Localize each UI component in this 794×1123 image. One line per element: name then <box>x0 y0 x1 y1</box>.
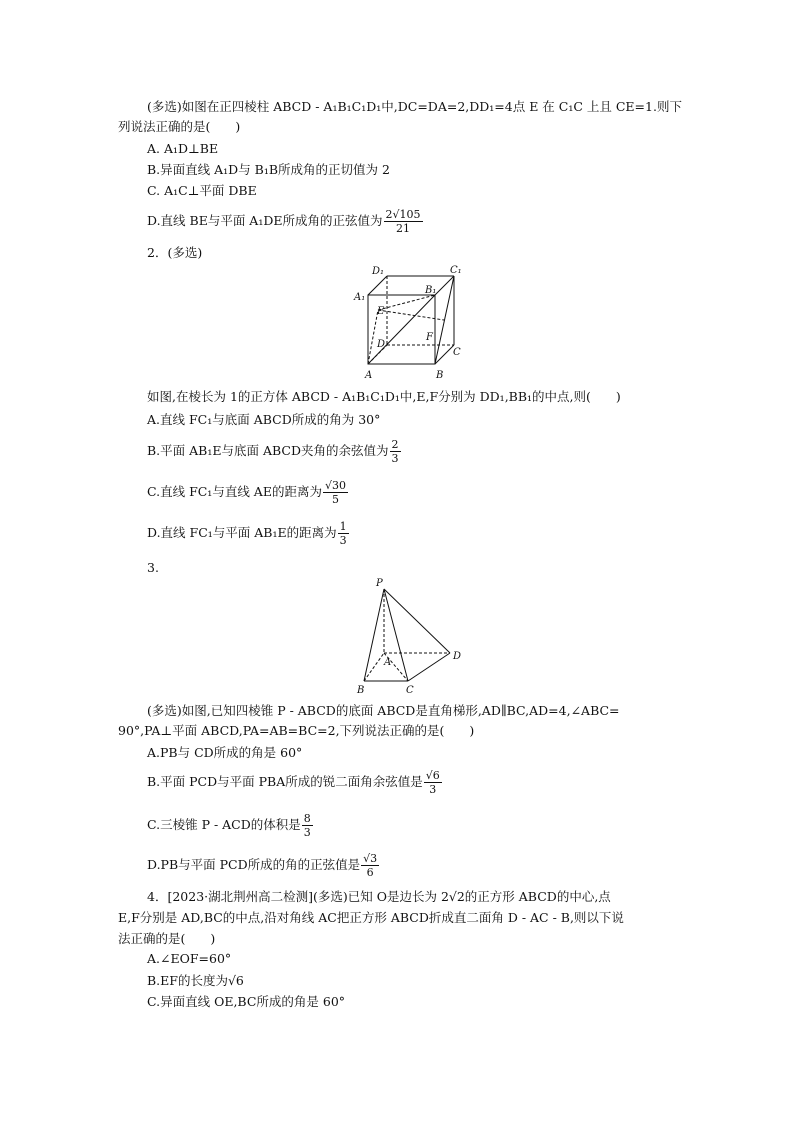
q3-option-c-fraction <box>302 812 313 839</box>
q3-label-a: A <box>384 657 392 668</box>
q2-option-d-fraction <box>338 520 349 547</box>
q2-label-a: A <box>365 370 373 381</box>
q2-label-e: E <box>377 306 385 317</box>
q2-option-c-fraction <box>323 479 348 506</box>
q2-label-d1: D₁ <box>372 266 385 277</box>
q3-c-denominator: 3 <box>303 826 311 839</box>
q1-option-d-fraction <box>384 208 423 235</box>
q1-option-a: A. A₁D⊥BE <box>147 141 219 156</box>
q3-label-d: D <box>453 651 462 662</box>
q2-option-c <box>147 479 348 506</box>
q2-option-b-fraction <box>390 438 401 465</box>
q2-label-c: C <box>453 347 461 358</box>
q3-stem-line2: 90°,PA⊥平面 ABCD,PA=AB=BC=2,下列说法正确的是( ) <box>118 723 475 738</box>
q3-option-a: A.PB与 CD所成的角是 60° <box>147 745 303 760</box>
q3-option-c-text: C.三棱锥 P - ACD的体积是 <box>147 817 301 832</box>
q3-pyramid-figure <box>350 575 470 697</box>
q1-option-d-text: D.直线 BE与平面 A₁DE所成角的正弦值为 <box>147 213 383 228</box>
q2-option-b <box>147 438 401 465</box>
q3-option-d-fraction <box>361 852 379 879</box>
q4-option-b: B.EF的长度为√6 <box>147 973 244 988</box>
q4-option-c: C.异面直线 OE,BC所成的角是 60° <box>147 994 346 1009</box>
q2-d-numerator: 1 <box>339 520 347 533</box>
q3-header: 3. <box>147 560 159 575</box>
q2-option-d-text: D.直线 FC₁与平面 AB₁E的距离为 <box>147 525 337 540</box>
q2-b-denominator: 3 <box>391 452 399 465</box>
q3-option-d-text: D.PB与平面 PCD所成的角的正弦值是 <box>147 857 361 872</box>
q3-label-p: P <box>376 578 383 589</box>
q3-stem-line1: (多选)如图,已知四棱锥 P - ABCD的底面 ABCD是直角梯形,AD∥BC,AD=4,∠ABC= <box>147 703 620 718</box>
q2-d-denominator: 3 <box>339 534 347 547</box>
q3-d-numerator: √3 <box>363 852 378 865</box>
q3-d-denominator: 6 <box>366 866 374 879</box>
q2-option-d <box>147 520 349 547</box>
q3-b-numerator: √6 <box>425 769 440 782</box>
q2-option-b-text: B.平面 AB₁E与底面 ABCD夹角的余弦值为 <box>147 443 389 458</box>
q3-option-b-fraction <box>424 769 442 796</box>
q2-label-d: D <box>377 339 386 350</box>
q3-option-d <box>147 852 379 879</box>
q2-cube-figure <box>350 262 470 384</box>
q2-label-c1: C₁ <box>450 265 462 276</box>
q4-stem-line1: 4．[2023·湖北荆州高二检测](多选)已知 O是边长为 2√2的正方形 ABCD的中心,点 <box>147 889 611 904</box>
q2-label-b: B <box>436 370 444 381</box>
q2-option-a: A.直线 FC₁与底面 ABCD所成的角为 30° <box>147 412 381 427</box>
q3-label-b: B <box>357 685 365 696</box>
q2-label-a1: A₁ <box>354 292 366 303</box>
q1-option-d <box>147 208 423 235</box>
q1-option-b: B.异面直线 A₁D与 B₁B所成角的正切值为 2 <box>147 162 390 177</box>
q4-stem-line2: E,F分别是 AD,BC的中点,沿对角线 AC把正方形 ABCD折成直二面角 D - AC - B,则以下说 <box>118 910 624 925</box>
q2-header: 2．(多选) <box>147 245 203 260</box>
q2-option-c-text: C.直线 FC₁与直线 AE的距离为 <box>147 484 322 499</box>
q2-label-b1: B₁ <box>425 285 437 296</box>
q4-option-a: A.∠EOF=60° <box>147 951 232 966</box>
q3-option-b <box>147 769 442 796</box>
q3-c-numerator: 8 <box>303 812 311 825</box>
q2-b-numerator: 2 <box>391 438 399 451</box>
q4-stem-line3: 法正确的是( ) <box>118 931 216 946</box>
q3-option-c <box>147 812 313 839</box>
q1-option-c: C. A₁C⊥平面 DBE <box>147 183 257 198</box>
q3-label-c: C <box>406 685 414 696</box>
q2-stem: 如图,在棱长为 1的正方体 ABCD - A₁B₁C₁D₁中,E,F分别为 DD₁,BB₁的中点,则( ) <box>147 389 621 404</box>
q2-label-f: F <box>426 332 433 343</box>
q3-b-denominator: 3 <box>429 783 437 796</box>
q2-c-numerator: √30 <box>324 479 346 492</box>
q1-d-denominator: 21 <box>396 222 410 235</box>
q1-stem-line2: 列说法正确的是( ) <box>118 119 241 134</box>
q1-stem-line1: (多选)如图在正四棱柱 ABCD - A₁B₁C₁D₁中,DC=DA=2,DD₁=4点 E 在 C₁C 上且 CE=1.则下 <box>147 99 682 114</box>
q1-d-numerator: 2√105 <box>385 208 421 221</box>
q2-c-denominator: 5 <box>331 493 339 506</box>
q3-option-b-text: B.平面 PCD与平面 PBA所成的锐二面角余弦值是 <box>147 774 423 789</box>
